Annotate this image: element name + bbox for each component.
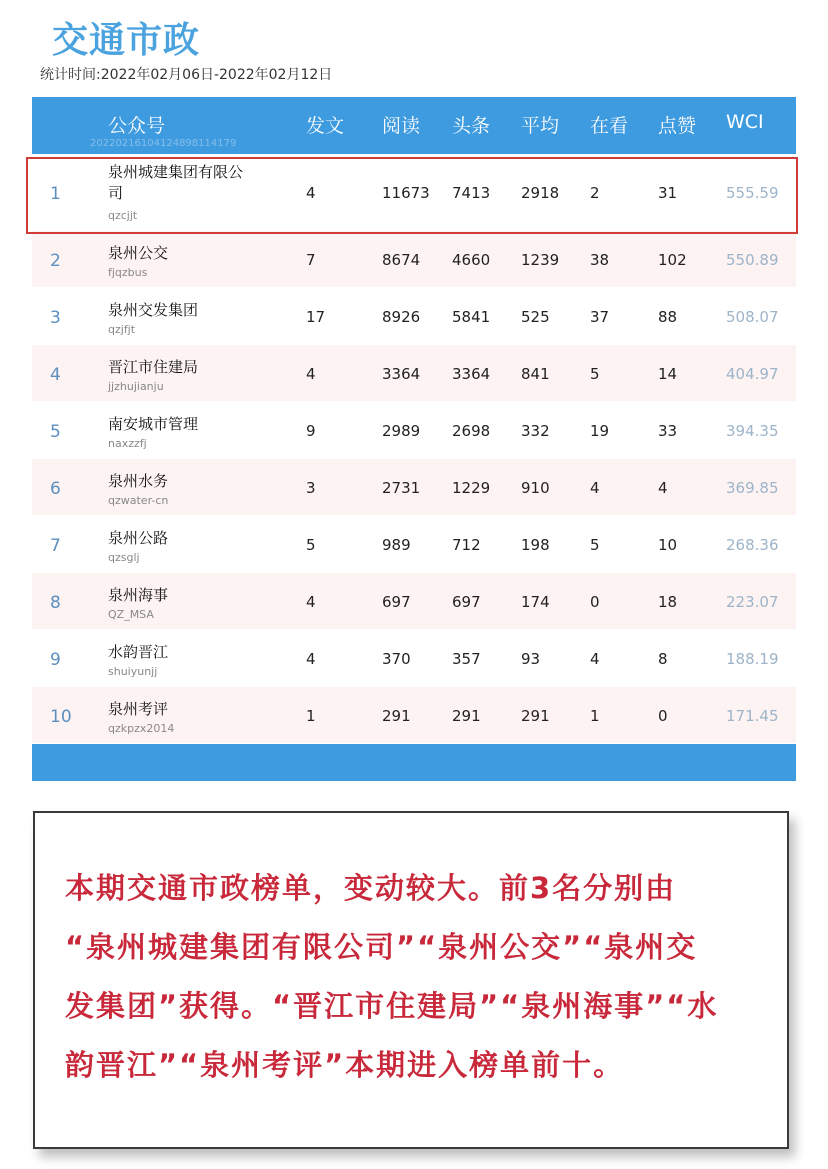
posts-count: 7: [306, 251, 316, 269]
account-id: qzjfjt: [108, 323, 136, 336]
average-reads: 525: [521, 308, 550, 326]
rank-number: 8: [50, 593, 61, 613]
likes-count: 0: [658, 707, 668, 725]
reads-count: 2989: [382, 422, 421, 440]
headline-reads: 7413: [452, 184, 491, 202]
table-row: [32, 402, 796, 459]
watching-count: 19: [590, 422, 610, 440]
reads-count: 8674: [382, 251, 421, 269]
posts-count: 17: [306, 308, 326, 326]
table-footer: [32, 744, 796, 781]
average-reads: 332: [521, 422, 550, 440]
posts-count: 4: [306, 184, 316, 202]
headline-reads: 4660: [452, 251, 491, 269]
headline-reads: 3364: [452, 365, 491, 383]
average-reads: 841: [521, 365, 550, 383]
reads-count: 2731: [382, 479, 421, 497]
account-name: 晋江市住建局: [108, 358, 199, 376]
rank-number: 3: [50, 308, 61, 328]
col-header-reads: 阅读: [382, 115, 421, 137]
account-id: qzkpzx2014: [108, 722, 175, 735]
average-reads: 291: [521, 707, 550, 725]
account-name: 泉州交发集团: [108, 301, 199, 319]
account-name: 泉州城建集团有限公: [108, 163, 244, 181]
table-row: [32, 573, 796, 630]
headline-reads: 291: [452, 707, 481, 725]
average-reads: 910: [521, 479, 550, 497]
account-name-cont: 司: [108, 184, 124, 202]
watching-count: 0: [590, 593, 600, 611]
rank-number: 9: [50, 650, 61, 670]
likes-count: 31: [658, 184, 678, 202]
reads-count: 3364: [382, 365, 421, 383]
headline-reads: 2698: [452, 422, 491, 440]
table-row: [32, 288, 796, 345]
note-line: 发集团”获得。“晋江市住建局”“泉州海事”“水: [65, 989, 719, 1023]
stats-period: 统计时间:2022年02月06日-2022年02月12日: [40, 67, 333, 83]
note-line: “泉州城建集团有限公司”“泉州公交”“泉州交: [65, 930, 698, 964]
account-id: qzsglj: [108, 551, 140, 564]
wci-score: 508.07: [726, 308, 779, 326]
table-header: [32, 97, 796, 154]
headline-reads: 697: [452, 593, 481, 611]
summary-note-box: [33, 811, 789, 1149]
headline-reads: 712: [452, 536, 481, 554]
wci-score: 188.19: [726, 650, 779, 668]
watching-count: 4: [590, 650, 600, 668]
likes-count: 4: [658, 479, 668, 497]
likes-count: 10: [658, 536, 678, 554]
average-reads: 198: [521, 536, 550, 554]
likes-count: 8: [658, 650, 668, 668]
note-line: 韵晋江”“泉州考评”本期进入榜单前十。: [65, 1048, 625, 1082]
reads-count: 697: [382, 593, 411, 611]
watching-count: 1: [590, 707, 600, 725]
account-id: qzcjjt: [108, 209, 138, 222]
account-id: shuiyunjj: [108, 665, 158, 678]
account-id: jjzhujianju: [108, 380, 164, 393]
posts-count: 4: [306, 365, 316, 383]
rank-number: 6: [50, 479, 61, 499]
watching-count: 5: [590, 365, 600, 383]
reads-count: 370: [382, 650, 411, 668]
col-header-likes: 点赞: [658, 115, 697, 137]
account-name: 泉州考评: [108, 700, 169, 718]
col-header-average: 平均: [521, 115, 560, 137]
headline-reads: 1229: [452, 479, 491, 497]
wci-score: 555.59: [726, 184, 779, 202]
wci-score: 268.36: [726, 536, 779, 554]
note-line: 本期交通市政榜单，变动较大。前3名分别由: [65, 871, 677, 905]
col-header-posts: 发文: [306, 115, 345, 137]
watching-count: 38: [590, 251, 610, 269]
ranking-table: [32, 97, 796, 781]
table-body: [32, 154, 796, 744]
likes-count: 33: [658, 422, 678, 440]
posts-count: 4: [306, 650, 316, 668]
likes-count: 88: [658, 308, 678, 326]
headline-reads: 357: [452, 650, 481, 668]
headline-reads: 5841: [452, 308, 491, 326]
reads-count: 989: [382, 536, 411, 554]
posts-count: 5: [306, 536, 316, 554]
account-id: QZ_MSA: [108, 608, 154, 621]
average-reads: 1239: [521, 251, 560, 269]
reads-count: 11673: [382, 184, 430, 202]
watching-count: 5: [590, 536, 600, 554]
rank-number: 1: [50, 184, 61, 204]
wci-score: 550.89: [726, 251, 779, 269]
account-id: naxzzfj: [108, 437, 147, 450]
summary-note-text: [65, 859, 769, 1095]
col-header-headline: 头条: [452, 115, 491, 137]
table-row: [32, 154, 796, 231]
wci-score: 369.85: [726, 479, 779, 497]
rank-number: 4: [50, 365, 61, 385]
likes-count: 102: [658, 251, 687, 269]
average-reads: 174: [521, 593, 550, 611]
average-reads: 2918: [521, 184, 560, 202]
col-header-account: 公众号: [108, 115, 166, 137]
reads-count: 8926: [382, 308, 421, 326]
posts-count: 3: [306, 479, 316, 497]
account-name: 泉州公交: [108, 244, 169, 262]
page-title: 交通市政: [52, 20, 201, 61]
wci-score: 394.35: [726, 422, 779, 440]
likes-count: 14: [658, 365, 678, 383]
likes-count: 18: [658, 593, 678, 611]
wci-score: 171.45: [726, 707, 779, 725]
account-name: 泉州海事: [108, 586, 169, 604]
account-name: 泉州水务: [108, 472, 169, 490]
table-row: [32, 516, 796, 573]
wci-score: 223.07: [726, 593, 779, 611]
col-header-wci: WCI: [726, 111, 764, 133]
posts-count: 9: [306, 422, 316, 440]
table-row: [32, 345, 796, 402]
account-name: 南安城市管理: [108, 415, 199, 433]
average-reads: 93: [521, 650, 541, 668]
table-row: [32, 459, 796, 516]
watching-count: 2: [590, 184, 600, 202]
account-name: 泉州公路: [108, 529, 169, 547]
account-id: fjqzbus: [108, 266, 148, 279]
table-row: [32, 687, 796, 744]
account-id: qzwater-cn: [108, 494, 169, 507]
table-row: [32, 231, 796, 288]
col-header-watching: 在看: [590, 115, 629, 137]
watermark-code: 20220216104124898114179: [90, 138, 237, 149]
posts-count: 1: [306, 707, 316, 725]
wci-score: 404.97: [726, 365, 779, 383]
watching-count: 4: [590, 479, 600, 497]
rank-number: 5: [50, 422, 61, 442]
rank-number: 10: [50, 707, 72, 727]
posts-count: 4: [306, 593, 316, 611]
watching-count: 37: [590, 308, 610, 326]
rank-number: 2: [50, 251, 61, 271]
rank-number: 7: [50, 536, 61, 556]
reads-count: 291: [382, 707, 411, 725]
account-name: 水韵晋江: [108, 643, 169, 661]
table-row: [32, 630, 796, 687]
